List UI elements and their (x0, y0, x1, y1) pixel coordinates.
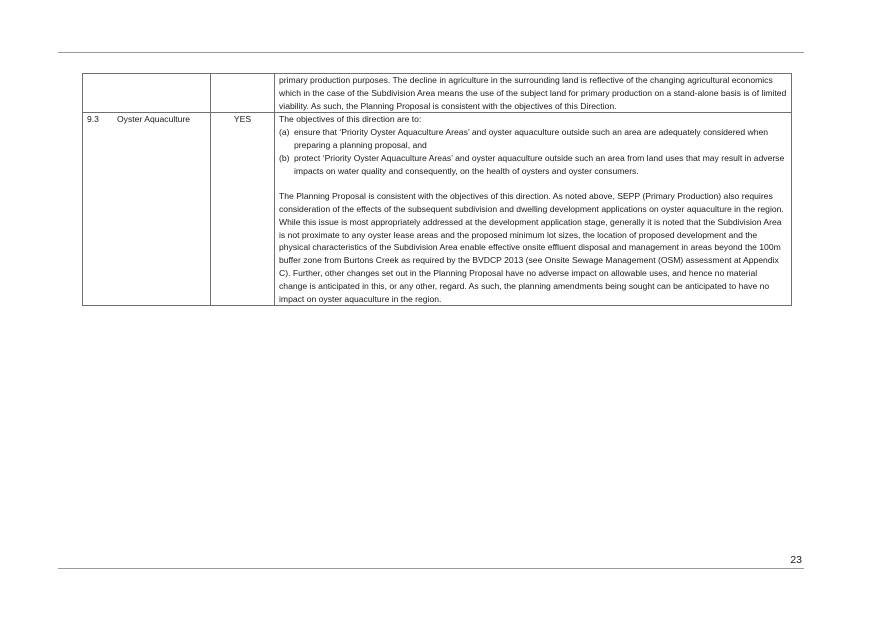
compliance-value: YES (233, 114, 252, 125)
table-row (83, 74, 792, 113)
table-row (83, 113, 792, 306)
list-marker: (b) (279, 152, 290, 163)
clause-title: Oyster Aquaculture (117, 114, 191, 125)
footer-rule (58, 568, 804, 569)
assessment-paragraph: The Planning Proposal is consistent with the objectives of this direction. As noted above, SEPP (Primary Production) also requires consideration of the effects of the subsequent subdivision and dwelling development applications on oyster aquaculture in the region. While this issue is most appropriately addressed at the development application stage, generally it is noted that the Subdivision Area is not proximate to any oyster lease areas and the proposed minimum lot sizes, the location of proposed development and the physical characteristics of the Subdivision Area enable effective onsite effluent disposal and management in areas beyond the 100m buffer zone from Burtons Creek as required by the BVDCP 2013 (see Onsite Sewage Management (OSM) assessment at Appendix C). Further, other changes set out in the Planning Proposal have no adverse impact on allowable uses, and hence no material change is anticipated in this, or any other, regard. As such, the planning amendments being sought can be anticipated to have no impact on oyster aquaculture in the region. (279, 191, 784, 304)
comment-cell (275, 74, 792, 113)
list-marker: (a) (279, 127, 290, 138)
paragraph-gap (279, 177, 787, 190)
list-item (279, 126, 787, 152)
page-number: 23 (790, 554, 802, 566)
clause-cell (83, 74, 211, 113)
objectives-list (279, 126, 787, 177)
compliance-cell (211, 74, 275, 113)
continuation-paragraph: primary production purposes. The decline in agriculture in the surrounding land is reflective of the changing agricultural economics which in the case of the Subdivision Area means the use of the subject land for primary production on a stand-alone basis is of limited viability. As such, the Planning Proposal is consistent with the objectives of this Direction. (279, 75, 787, 111)
objectives-intro: The objectives of this direction are to: (279, 114, 422, 125)
direction-compliance-table (82, 73, 792, 306)
clause-cell (83, 113, 211, 306)
compliance-cell (211, 113, 275, 306)
header-rule (58, 52, 804, 53)
list-item (279, 152, 787, 178)
list-item-text: protect ‘Priority Oyster Aquaculture Areas’ and oyster aquaculture outside such an area from land uses that may result in adverse impacts on water quality and consequently, on the health of oysters and oyster consumers. (294, 152, 785, 176)
clause-number: 9.3 (87, 114, 99, 125)
comment-cell (275, 113, 792, 306)
list-item-text: ensure that ‘Priority Oyster Aquaculture Areas’ and oyster aquaculture outside such an area are adequately considered when preparing a planning proposal, and (294, 127, 769, 150)
